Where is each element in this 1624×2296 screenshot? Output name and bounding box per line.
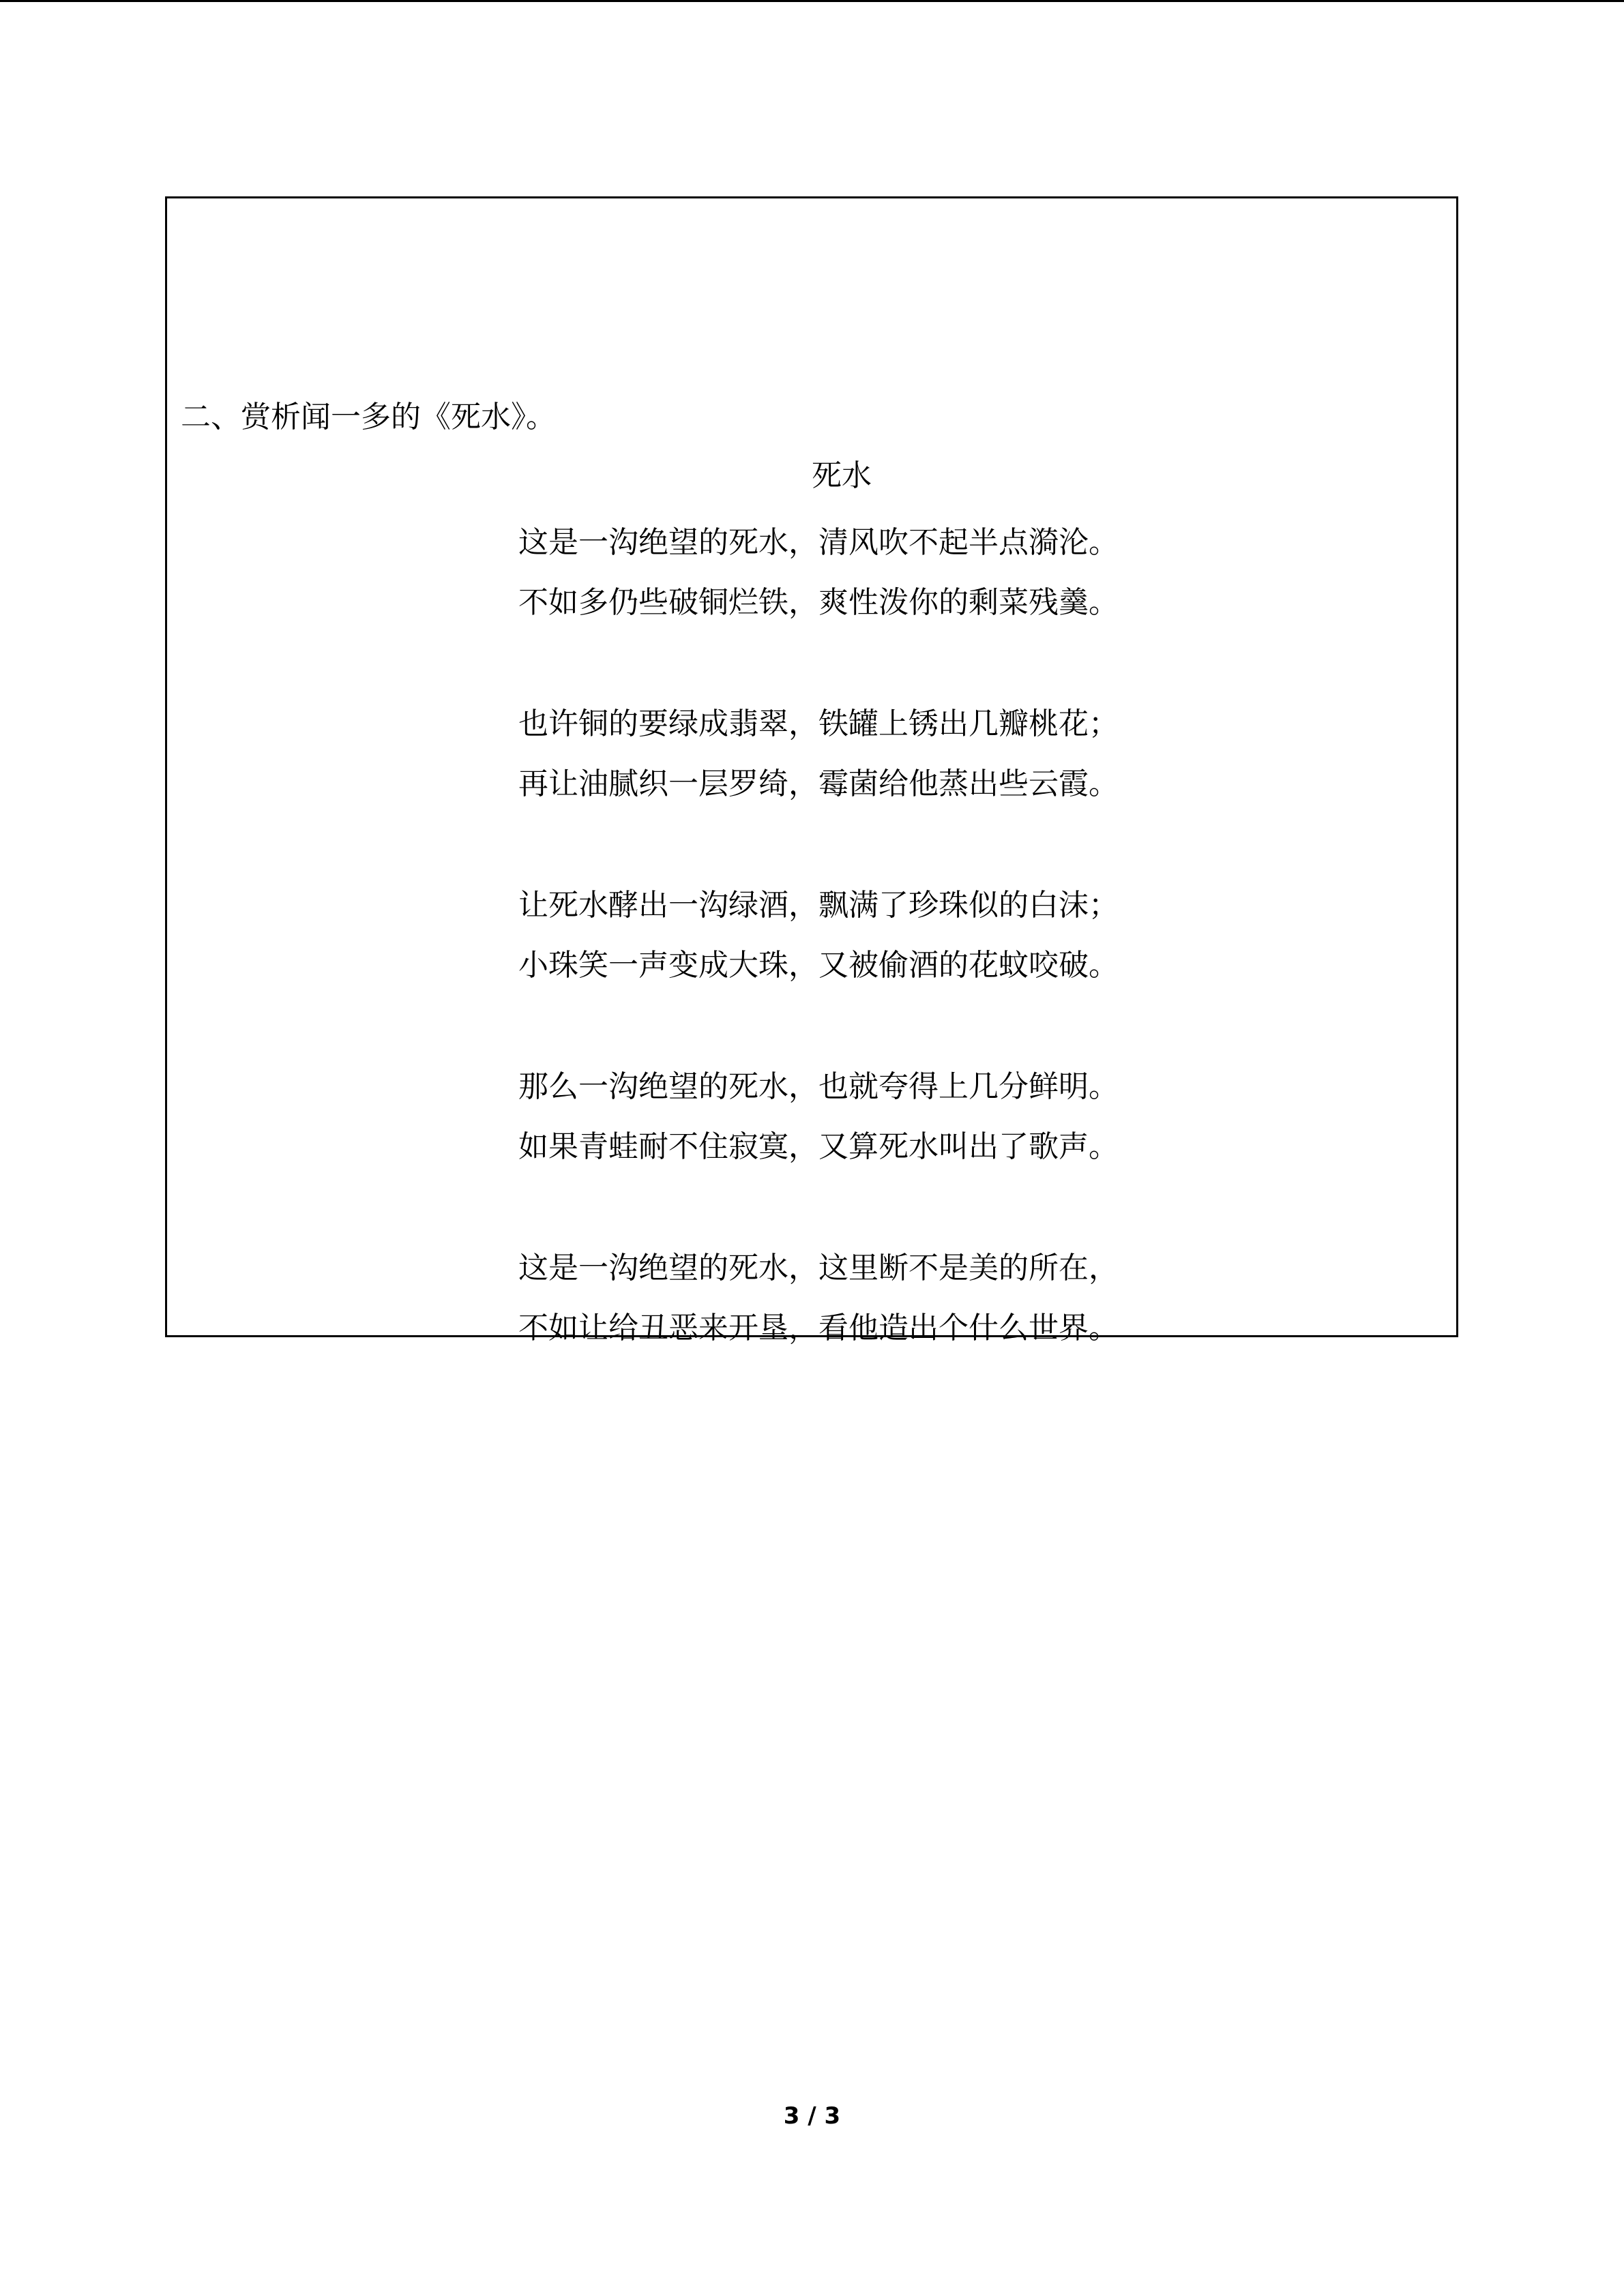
top-border-line: [0, 0, 1624, 2]
poem-line: 小珠笑一声变成大珠，又被偷酒的花蚊咬破。: [518, 948, 1119, 983]
poem-line: 让死水酵出一沟绿酒，飘满了珍珠似的白沫；: [518, 888, 1119, 923]
poem-line: 也许铜的要绿成翡翠，铁罐上锈出几瓣桃花；: [518, 706, 1119, 741]
poem-line: 再让油腻织一层罗绮，霉菌给他蒸出些云霞。: [518, 766, 1119, 801]
poem-line: 这是一沟绝望的死水，这里断不是美的所在，: [518, 1251, 1119, 1285]
poem-line: 那么一沟绝望的死水，也就夸得上几分鲜明。: [518, 1069, 1119, 1104]
section-heading: 二、赏析闻一多的《死水》。: [181, 400, 556, 434]
stanza-2: [518, 694, 1119, 814]
poem-line: 不如让给丑恶来开垦，看他造出个什么世界。: [518, 1311, 1119, 1345]
poem-body: [518, 513, 1119, 1420]
page-number: 3 / 3: [783, 2102, 841, 2130]
stanza-1: [518, 513, 1119, 633]
stanza-3: [518, 876, 1119, 996]
poem-line: 这是一沟绝望的死水，清风吹不起半点漪沦。: [518, 525, 1119, 560]
poem-line: 不如多仍些破铜烂铁，爽性泼你的剩菜残羹。: [518, 585, 1119, 620]
stanza-5: [518, 1238, 1119, 1358]
poem-line: 如果青蛙耐不住寂寞，又算死水叫出了歌声。: [518, 1129, 1119, 1164]
stanza-4: [518, 1057, 1119, 1177]
poem-title: 死水: [812, 458, 872, 493]
